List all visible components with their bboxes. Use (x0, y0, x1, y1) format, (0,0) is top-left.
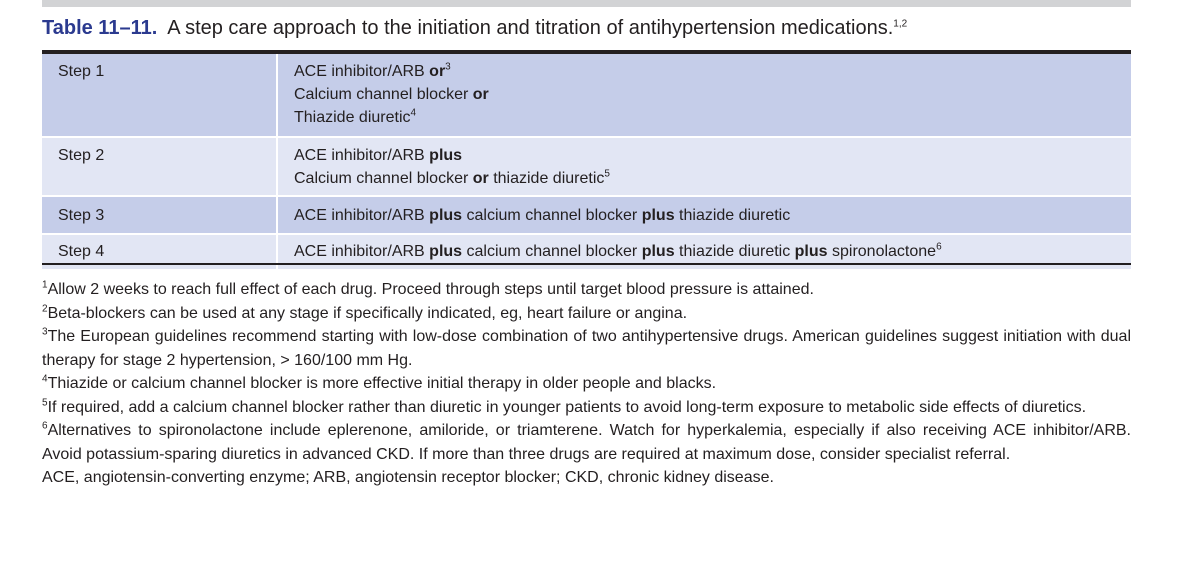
top-gray-bar (42, 0, 1131, 7)
footnote: $^1$Allow 2 weeks to reach full effect of each drug. Proceed through steps until target blood pressure is attained. (42, 279, 814, 298)
table-caption-refs: 1,2 (893, 18, 908, 30)
table-row-step-3 (42, 197, 1131, 233)
step-medications (278, 54, 1131, 136)
medication-line: Calcium channel blocker or (294, 86, 489, 103)
abbreviations: ACE, angiotensin-converting enzyme; ARB, angiotensin receptor blocker; CKD, chronic kidney disease. (42, 469, 774, 486)
table-row-step-1 (42, 54, 1131, 136)
footnote: $^2$Beta-blockers can be used at any stage if specifically indicated, eg, heart failure or angina. (42, 303, 688, 322)
medication-line: Calcium channel blocker or thiazide diuretic$^5$ (294, 168, 610, 187)
table-row-step-2 (42, 138, 1131, 195)
medication-line: ACE inhibitor/ARB plus (294, 147, 463, 164)
step-medications (278, 138, 1131, 195)
step-label: Step 2 (42, 138, 278, 195)
footnote: $^4$Thiazide or calcium channel blocker is more effective initial therapy in older people and blacks. (42, 373, 717, 392)
medication-line: ACE inhibitor/ARB plus calcium channel blocker plus thiazide diuretic plus spironolactone$^6$ (294, 241, 942, 260)
step-medications (278, 197, 1131, 233)
medication-line: ACE inhibitor/ARB $or^3$ (294, 61, 451, 80)
step-label: Step 4 (42, 235, 278, 269)
step-label: Step 1 (42, 54, 278, 136)
medication-line: ACE inhibitor/ARB plus calcium channel blocker plus thiazide diuretic (294, 207, 791, 224)
step-label: Step 3 (42, 197, 278, 233)
footnote: $^3$The European guidelines recommend starting with low-dose combination of two antihypertensive drugs. American guidelines suggest initiation with dual therapy for stage 2 hypertension, > 160/100 mm Hg. (42, 326, 1131, 369)
step-care-table (42, 54, 1131, 269)
table-bottom-rule (42, 263, 1131, 265)
table-caption: A step care approach to the initiation and titration of antihypertension medications. (167, 17, 894, 39)
footnote: $^6$Alternatives to spironolactone include eplerenone, amiloride, or triamterene. Watch for hyperkalemia, especially if also receiving ACE inhibitor/ARB. Avoid potassium-sparing diuretics in advanced CKD. If more than three drugs are required at maximum dose, consider specialist referral. (42, 420, 1131, 463)
table-title (42, 14, 1131, 42)
footnotes (42, 278, 1131, 490)
footnote: $^5$If required, add a calcium channel blocker rather than diuretic in younger patients to avoid long-term exposure to metabolic side effects of diuretics. (42, 397, 1087, 416)
medication-line: Thiazide diuretic$^4$ (294, 107, 417, 126)
table-number: Table 11–11. (42, 17, 158, 39)
